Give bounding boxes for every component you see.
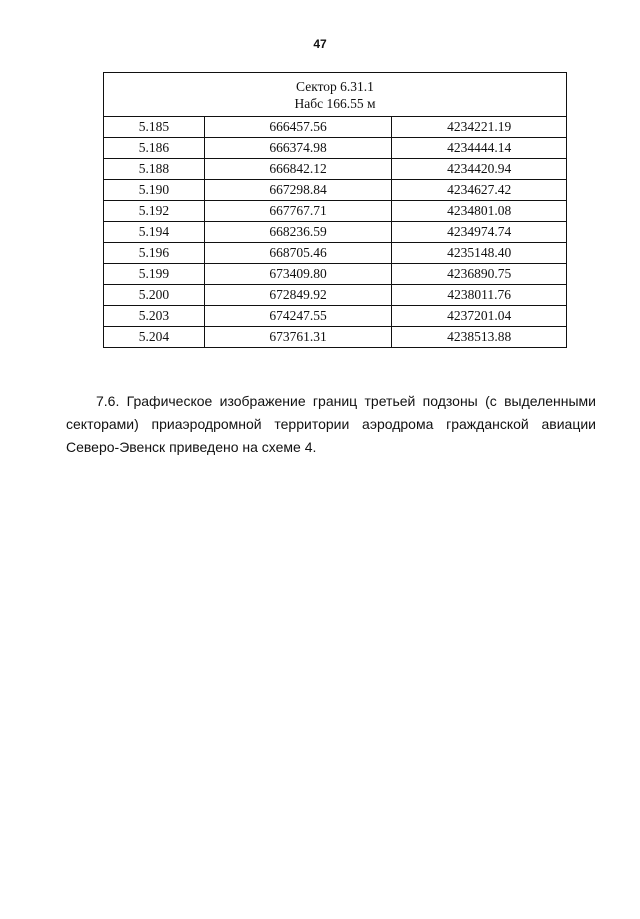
y-coordinate-cell: 4234627.42: [392, 180, 567, 201]
point-number-cell: 5.188: [104, 159, 205, 180]
y-coordinate-cell: 4237201.04: [392, 306, 567, 327]
table-row: [104, 180, 567, 201]
table-row: [104, 285, 567, 306]
table-row: [104, 159, 567, 180]
y-coordinate-cell: 4234801.08: [392, 201, 567, 222]
x-coordinate-cell: 668705.46: [204, 243, 392, 264]
x-coordinate-cell: 666842.12: [204, 159, 392, 180]
y-coordinate-cell: 4235148.40: [392, 243, 567, 264]
table-header-row: [104, 73, 567, 117]
table-row: [104, 138, 567, 159]
sector-title: Сектор 6.31.1: [296, 79, 374, 94]
y-coordinate-cell: 4238513.88: [392, 327, 567, 348]
sector-elevation: Набс 166.55 м: [294, 96, 376, 111]
x-coordinate-cell: 668236.59: [204, 222, 392, 243]
x-coordinate-cell: 674247.55: [204, 306, 392, 327]
table-row: [104, 201, 567, 222]
y-coordinate-cell: 4234221.19: [392, 117, 567, 138]
y-coordinate-cell: 4234420.94: [392, 159, 567, 180]
table-row: [104, 222, 567, 243]
point-number-cell: 5.204: [104, 327, 205, 348]
x-coordinate-cell: 666374.98: [204, 138, 392, 159]
point-number-cell: 5.203: [104, 306, 205, 327]
table-row: [104, 243, 567, 264]
table-row: [104, 327, 567, 348]
point-number-cell: 5.200: [104, 285, 205, 306]
table-row: [104, 264, 567, 285]
y-coordinate-cell: 4234974.74: [392, 222, 567, 243]
page-number: 47: [313, 37, 327, 51]
sector-header-cell: [104, 73, 567, 117]
table-row: [104, 117, 567, 138]
table-row: [104, 306, 567, 327]
x-coordinate-cell: 667767.71: [204, 201, 392, 222]
point-number-cell: 5.199: [104, 264, 205, 285]
point-number-cell: 5.185: [104, 117, 205, 138]
x-coordinate-cell: 673761.31: [204, 327, 392, 348]
y-coordinate-cell: 4238011.76: [392, 285, 567, 306]
point-number-cell: 5.190: [104, 180, 205, 201]
x-coordinate-cell: 666457.56: [204, 117, 392, 138]
x-coordinate-cell: 672849.92: [204, 285, 392, 306]
point-number-cell: 5.192: [104, 201, 205, 222]
x-coordinate-cell: 667298.84: [204, 180, 392, 201]
coordinates-table: [103, 72, 567, 348]
x-coordinate-cell: 673409.80: [204, 264, 392, 285]
point-number-cell: 5.194: [104, 222, 205, 243]
body-paragraph: 7.6. Графическое изображение границ третьей подзоны (с выделенными секторами) приаэродромной территории аэродрома гражданской авиации Северо-Эвенск приведено на схеме 4.: [66, 393, 596, 455]
y-coordinate-cell: 4236890.75: [392, 264, 567, 285]
y-coordinate-cell: 4234444.14: [392, 138, 567, 159]
point-number-cell: 5.186: [104, 138, 205, 159]
point-number-cell: 5.196: [104, 243, 205, 264]
